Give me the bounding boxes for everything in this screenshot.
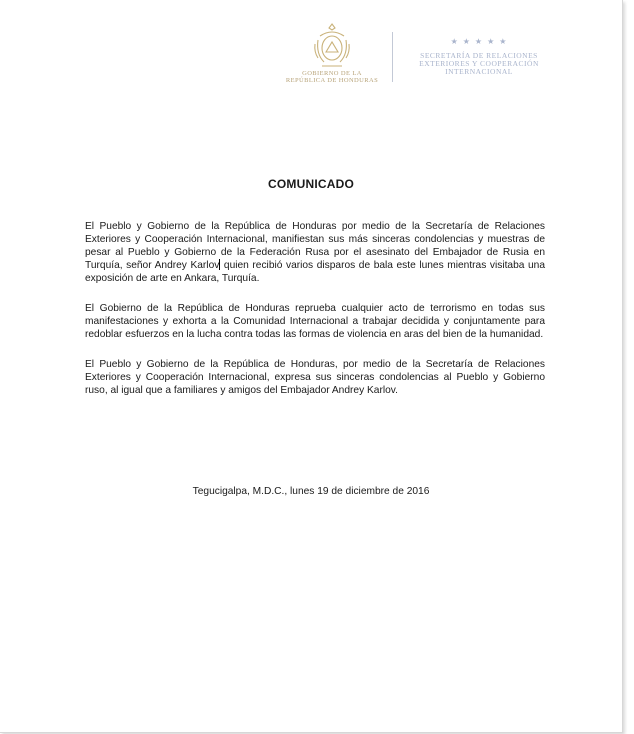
coat-of-arms-icon	[312, 22, 352, 70]
ministry-name	[408, 52, 550, 76]
ministry-line: SECRETARÍA DE RELACIONES	[420, 51, 538, 60]
document-title: COMUNICADO	[268, 177, 354, 191]
letterhead-divider	[392, 32, 393, 82]
paragraph-3[interactable]: El Pueblo y Gobierno de la República de Honduras, por medio de la Secretaría de Relaciones Exteriores y Cooperación Internacional, expresa sus sinceras condolencias al Pueblo y Gobierno ruso, al igual que a familiares y amigos del Embajador Andrey Karlov.	[85, 359, 545, 396]
letterhead	[0, 0, 622, 100]
ministry-line: EXTERIORES Y COOPERACIÓN	[419, 59, 539, 68]
document-body[interactable]	[85, 220, 545, 414]
paragraph-1[interactable]: El Pueblo y Gobierno de la República de Honduras por medio de la Secretaría de Relaciones Exteriores y Cooperación Internacional, manifiestan sus más sinceras condolencias y muestras de pesar al Pueblo y Gobierno de la Federación Rusa por el asesinato del Embajador de Rusia en Turquía, señor Andrey Karlov quien recibió varios disparos de bala este lunes mientras visitaba una exposición de arte en Ankara, Turquía.	[85, 221, 545, 284]
government-line: GOBIERNO DE LA	[302, 70, 362, 77]
dateline: Tegucigalpa, M.D.C., lunes 19 de diciembre de 2016	[192, 486, 430, 497]
five-stars-icon: ★★★★★	[450, 37, 512, 46]
government-line: REPÚBLICA DE HONDURAS	[285, 77, 379, 84]
ministry-line: INTERNACIONAL	[445, 67, 513, 76]
paragraph-2[interactable]: El Gobierno de la República de Honduras reprueba cualquier acto de terrorismo en todas sus manifestaciones y exhorta a la Comunidad Internacional a trabajar decidida y conjuntamente para redoblar esfuerzos en la lucha contra todas las formas de violencia en aras del bien de la humanidad.	[85, 303, 545, 340]
government-name	[282, 70, 382, 84]
